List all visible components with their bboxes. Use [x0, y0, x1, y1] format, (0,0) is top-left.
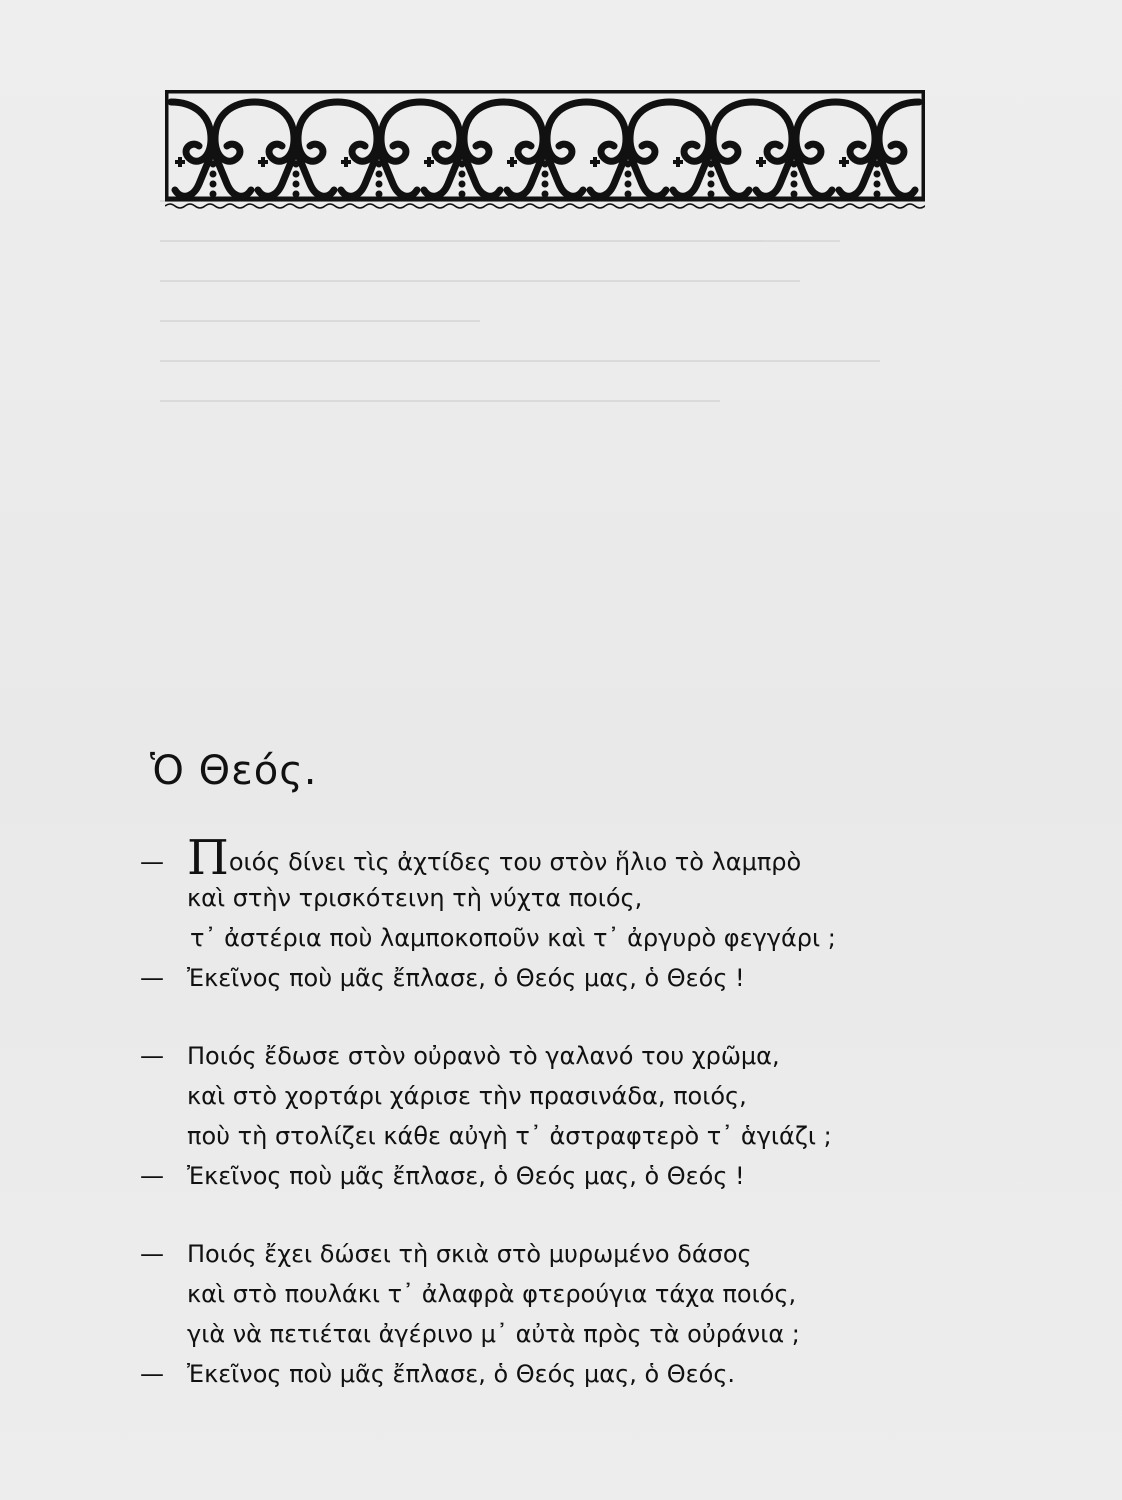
verse-line: καὶ στὸ χορτάρι χάρισε τὴν πρασινάδα, ποιός, — [187, 1082, 747, 1110]
verse-line — [140, 830, 970, 886]
verse-line: γιὰ νὰ πετιέται ἀγέρινο μ᾽ αὐτὰ πρὸς τὰ οὐράνια ; — [187, 1320, 800, 1348]
em-dash: — — [140, 848, 164, 876]
verse-line: ποὺ τὴ στολίζει κάθε αὐγὴ τ᾽ ἀστραφτερὸ τ᾽ ἁγιάζι ; — [187, 1122, 832, 1150]
verse-text: Ποιός ἔχει δώσει τὴ σκιὰ στὸ μυρωμένο δάσος — [187, 1240, 752, 1268]
em-dash: — — [140, 1162, 164, 1190]
verse-line — [140, 1156, 970, 1196]
verse-line: καὶ στὸ πουλάκι τ᾽ ἀλαφρὰ φτερούγια τάχα ποιός, — [187, 1280, 797, 1308]
verse-text: Ἐκεῖνος ποὺ μᾶς ἔπλασε, ὁ Θεός μας, ὁ Θεός ! — [187, 1162, 745, 1190]
verse-text: Ἐκεῖνος ποὺ μᾶς ἔπλασε, ὁ Θεός μας, ὁ Θεός ! — [187, 964, 745, 992]
verse-text: Ποιός ἔδωσε στὸν οὐρανὸ τὸ γαλανό του χρῶμα, — [187, 1042, 780, 1070]
verse-line — [140, 1234, 970, 1274]
verse-text: Ἐκεῖνος ποὺ μᾶς ἔπλασε, ὁ Θεός μας, ὁ Θεός. — [187, 1360, 736, 1388]
verse-line — [140, 1036, 970, 1076]
show-through-text — [160, 200, 960, 1400]
stanza-1 — [140, 830, 970, 998]
stanza-2 — [140, 1036, 970, 1196]
poem-title: Ὁ Θεός. — [150, 748, 318, 794]
em-dash: — — [140, 964, 164, 992]
em-dash: — — [140, 1360, 164, 1388]
drop-cap: Π — [187, 830, 229, 886]
verse-line — [140, 958, 970, 998]
verse-line — [140, 1354, 970, 1394]
verse-line: τ᾽ ἀστέρια ποὺ λαμποκοποῦν καὶ τ᾽ ἀργυρὸ φεγγάρι ; — [190, 924, 836, 952]
stanza-3 — [140, 1234, 970, 1394]
em-dash: — — [140, 1042, 164, 1070]
verse-line: καὶ στὴν τρισκότεινη τὴ νύχτα ποιός, — [187, 884, 643, 912]
decorative-border-ornament — [165, 90, 925, 210]
em-dash: — — [140, 1240, 164, 1268]
verse-text: οιός δίνει τὶς ἀχτίδες του στὸν ἥλιο τὸ λαμπρὸ — [228, 848, 802, 876]
